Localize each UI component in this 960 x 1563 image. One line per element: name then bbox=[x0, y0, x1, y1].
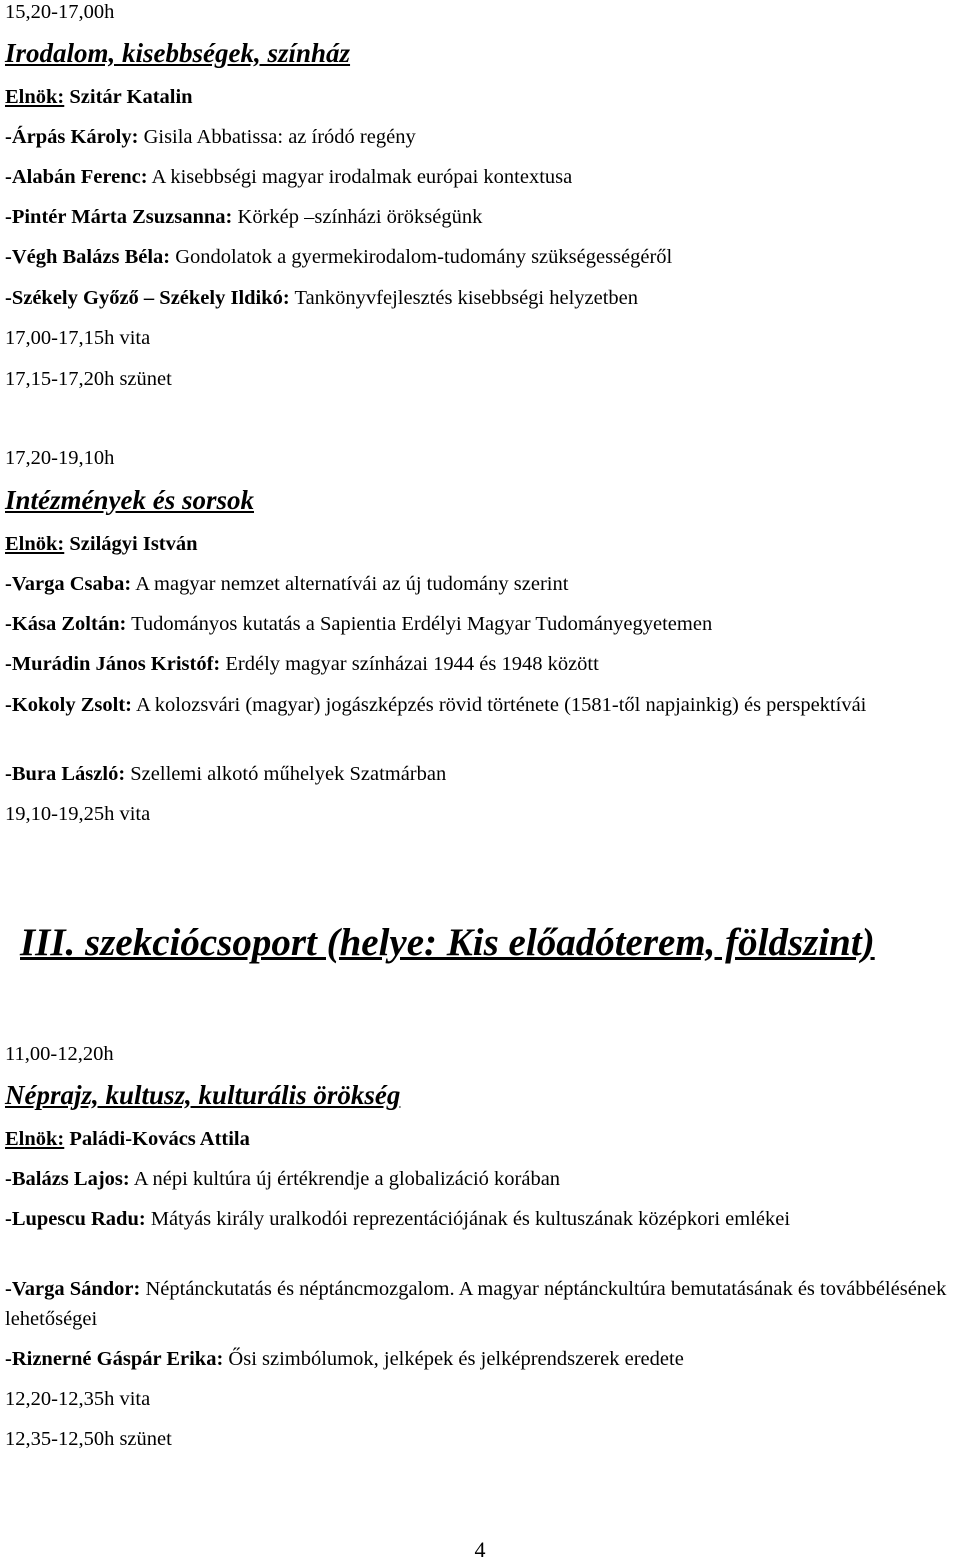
session-time: 15,20-17,00h bbox=[5, 1, 115, 23]
chair-label: Elnök: bbox=[5, 533, 65, 555]
talk-item bbox=[5, 242, 672, 272]
chair-name: Szitár Katalin bbox=[69, 86, 193, 108]
talk-item bbox=[5, 609, 712, 639]
session-time: 17,20-19,10h bbox=[5, 447, 115, 469]
session-title: Intézmények és sorsok bbox=[5, 485, 254, 515]
talk-title: Tankönyvfejlesztés kisebbségi helyzetben bbox=[294, 287, 639, 309]
talk-item bbox=[5, 1204, 950, 1234]
talk-speaker: -Kokoly Zsolt: bbox=[5, 694, 132, 716]
talk-item bbox=[5, 202, 482, 232]
chair-line bbox=[5, 82, 193, 112]
chair-line bbox=[5, 1124, 250, 1154]
group-heading: III. szekciócsoport (helye: Kis előadóterem, földszint) bbox=[20, 921, 875, 964]
chair-label: Elnök: bbox=[5, 1128, 65, 1150]
talk-title: Ősi szimbólumok, jelképek és jelképrendszerek eredete bbox=[228, 1348, 684, 1370]
talk-title: Néptánckutatás és néptáncmozgalom. A magyar néptánckultúra bemutatásának és továbbélésének lehetőségei bbox=[5, 1278, 947, 1330]
chair-name: Paládi-Kovács Attila bbox=[69, 1128, 250, 1150]
talk-title: A kisebbségi magyar irodalmak európai kontextusa bbox=[151, 166, 573, 188]
debate-time: 19,10-19,25h vita bbox=[5, 803, 151, 825]
session-title: Néprajz, kultusz, kulturális örökség bbox=[5, 1080, 401, 1110]
talk-item bbox=[5, 649, 599, 679]
talk-item bbox=[5, 759, 446, 789]
talk-title: Mátyás király uralkodói reprezentációjának és kultuszának középkori emlékei bbox=[150, 1208, 791, 1230]
talk-speaker: -Kása Zoltán: bbox=[5, 613, 127, 635]
talk-title: A kolozsvári (magyar) jogászképzés rövid története (1581-től napjainkig) és perspektívái bbox=[136, 694, 867, 716]
talk-title: Erdély magyar színházai 1944 és 1948 között bbox=[225, 653, 599, 675]
talk-item bbox=[5, 690, 950, 720]
chair-line bbox=[5, 529, 198, 559]
session-time: 11,00-12,20h bbox=[5, 1043, 114, 1065]
talk-item bbox=[5, 283, 638, 313]
talk-item bbox=[5, 122, 416, 152]
talk-speaker: -Varga Csaba: bbox=[5, 573, 132, 595]
break-time: 17,15-17,20h szünet bbox=[5, 368, 172, 390]
page-number: 4 bbox=[474, 1537, 486, 1562]
talk-speaker: -Varga Sándor: bbox=[5, 1278, 141, 1300]
talk-title: A népi kultúra új értékrendje a globalizáció korában bbox=[133, 1168, 561, 1190]
talk-title: Gondolatok a gyermekirodalom-tudomány szükségességéről bbox=[175, 246, 673, 268]
chair-label: Elnök: bbox=[5, 86, 65, 108]
debate-time: 12,20-12,35h vita bbox=[5, 1388, 151, 1410]
talk-speaker: -Pintér Márta Zsuzsanna: bbox=[5, 206, 233, 228]
talk-speaker: -Székely Győző – Székely Ildikó: bbox=[5, 287, 290, 309]
talk-item bbox=[5, 1344, 684, 1374]
chair-name: Szilágyi István bbox=[69, 533, 198, 555]
talk-speaker: -Lupescu Radu: bbox=[5, 1208, 146, 1230]
talk-item bbox=[5, 569, 568, 599]
session-title: Irodalom, kisebbségek, színház bbox=[5, 38, 351, 68]
talk-speaker: -Murádin János Kristóf: bbox=[5, 653, 221, 675]
talk-title: Körkép –színházi örökségünk bbox=[237, 206, 483, 228]
talk-title: A magyar nemzet alternatívái az új tudomány szerint bbox=[135, 573, 569, 595]
talk-item bbox=[5, 1274, 950, 1334]
talk-speaker: -Bura László: bbox=[5, 763, 126, 785]
talk-speaker: -Alabán Ferenc: bbox=[5, 166, 148, 188]
talk-speaker: -Balázs Lajos: bbox=[5, 1168, 130, 1190]
talk-title: Tudományos kutatás a Sapientia Erdélyi Magyar Tudományegyetemen bbox=[131, 613, 713, 635]
break-time: 12,35-12,50h szünet bbox=[5, 1428, 172, 1450]
talk-speaker: -Árpás Károly: bbox=[5, 126, 139, 148]
debate-time: 17,00-17,15h vita bbox=[5, 327, 151, 349]
talk-item bbox=[5, 1164, 560, 1194]
talk-title: Szellemi alkotó műhelyek Szatmárban bbox=[130, 763, 447, 785]
talk-speaker: -Riznerné Gáspár Erika: bbox=[5, 1348, 224, 1370]
talk-title: Gisila Abbatissa: az íródó regény bbox=[143, 126, 416, 148]
talk-item bbox=[5, 162, 572, 192]
talk-speaker: -Végh Balázs Béla: bbox=[5, 246, 171, 268]
